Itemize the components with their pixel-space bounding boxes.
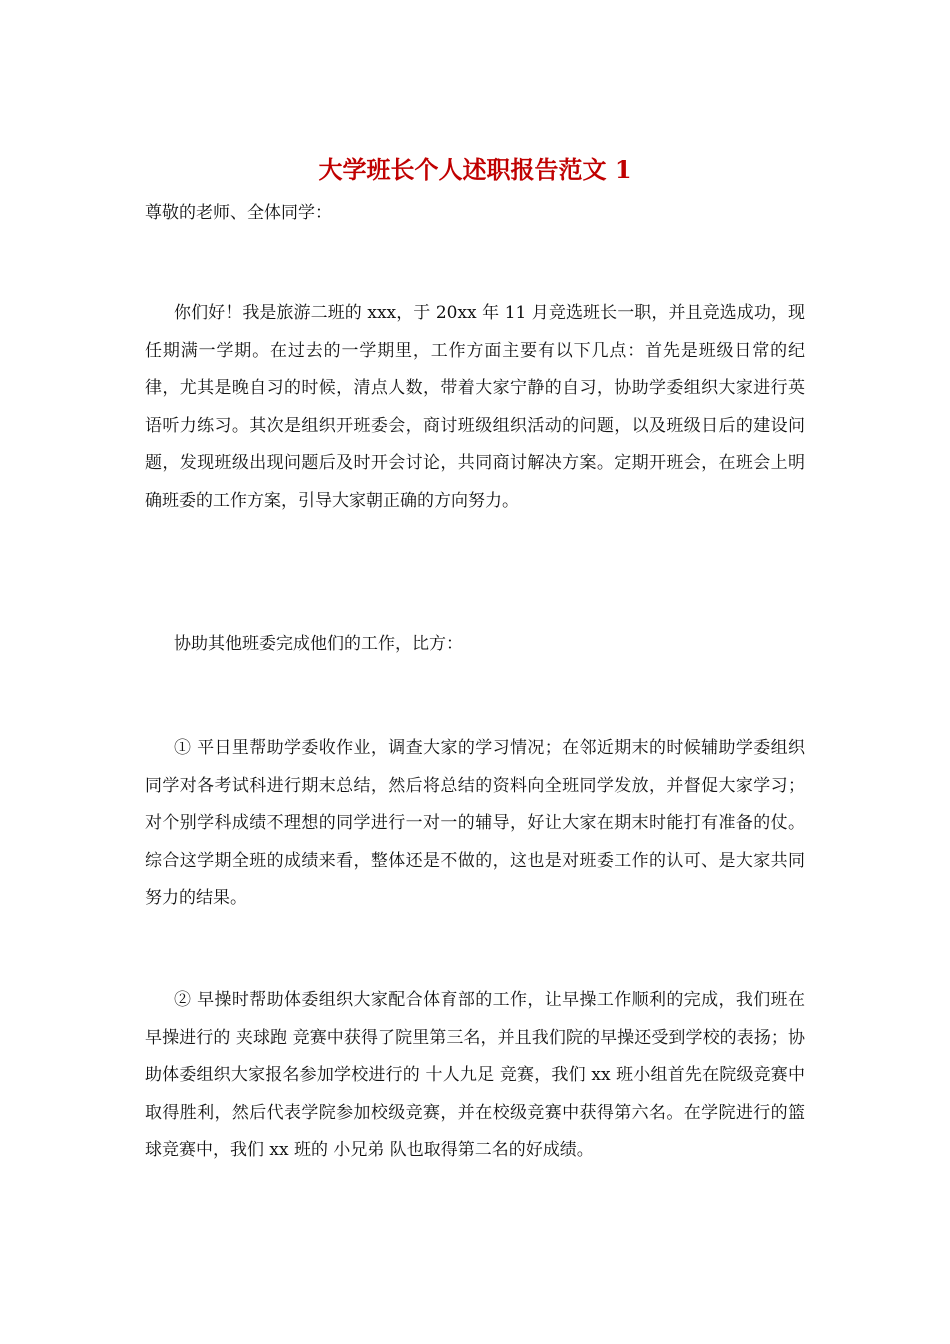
paragraph-item-2: ② 早操时帮助体委组织大家配合体育部的工作，让早操工作顺利的完成，我们班在早操进行的 夹球跑 竞赛中获得了院里第三名，并且我们院的早操还受到学校的表扬；协助体委组织大家报名参加学校进行的 十人九足 竞赛，我们 xx 班小组首先在院级竞赛中取得胜利，然后代表学院参加校级竞赛，并在校级竞赛中获得第六名。在学院进行的篮球竞赛中，我们 xx 班的 小兄弟 队也取得第二名的好成绩。 xyxy=(145,990,805,1161)
paragraph-item-1: ① 平日里帮助学委收作业，调查大家的学习情况；在邻近期末的时候辅助学委组织同学对各考试科进行期末总结，然后将总结的资料向全班同学发放，并督促大家学习；对个别学科成绩不理想的同学进行一对一的辅导，好让大家在期末时能打有准备的仗。综合这学期全班的成绩来看，整体还是不做的，这也是对班委工作的认可、是大家共同努力的结果。 xyxy=(145,738,805,909)
greeting: 尊敬的老师、全体同学： xyxy=(145,203,332,223)
document-title: 大学班长个人述职报告范文 1 xyxy=(318,155,632,184)
paragraph-intro: 你们好！我是旅游二班的 xxx，于 20xx 年 11 月竞选班长一职，并且竞选成功，现任期满一学期。在过去的一学期里，工作方面主要有以下几点：首先是班级日常的纪律，尤其是晚自习的时候，清点人数，带着大家宁静的自习，协助学委组织大家进行英语听力练习。其次是组织开班委会，商讨班级组织活动的问题，以及班级日后的建设问题，发现班级出现问题后及时开会讨论，共同商讨解决方案。定期开班会，在班会上明确班委的工作方案，引导大家朝正确的方向努力。 xyxy=(145,303,805,511)
paragraph-assist: 协助其他班委完成他们的工作，比方： xyxy=(174,634,463,654)
